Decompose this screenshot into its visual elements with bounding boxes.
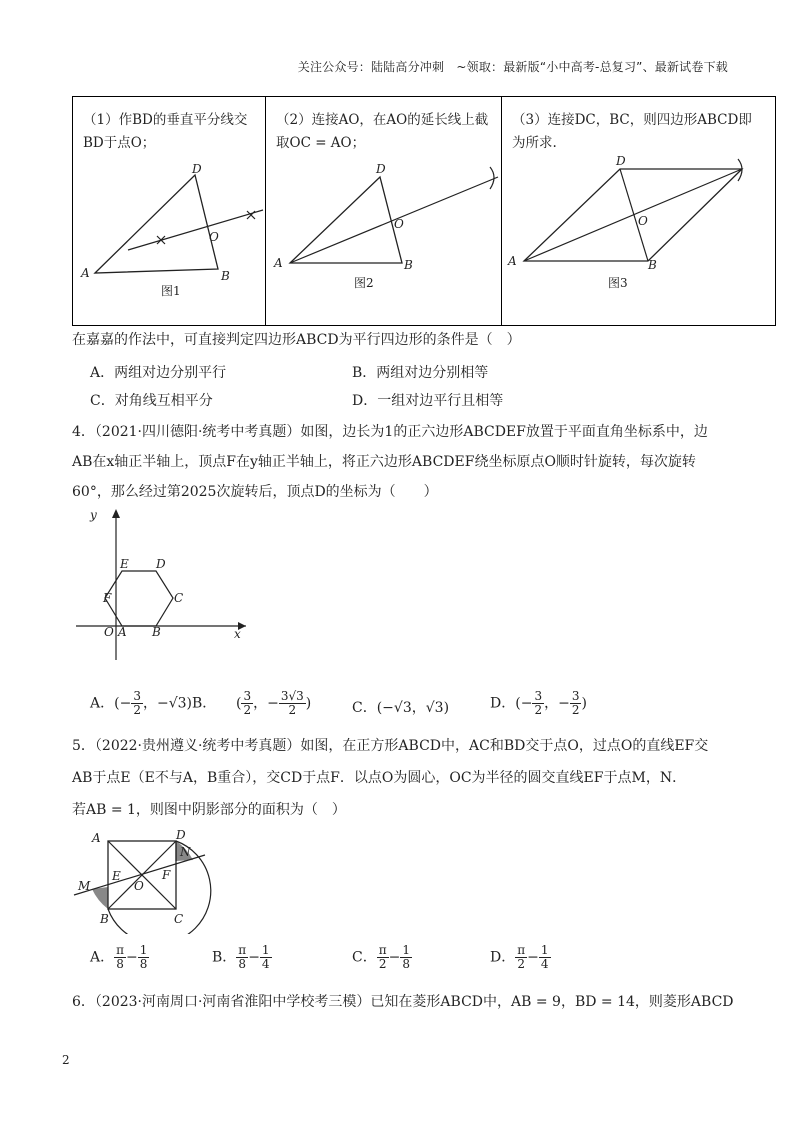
- fig1-caption: 图1: [161, 284, 181, 298]
- q5-square-figure: [70, 824, 220, 934]
- construction-table: [72, 96, 776, 326]
- q5-line-3: 若AB = 1，则图中阴影部分的面积为（ ）: [72, 802, 346, 818]
- q4-label-a: A: [118, 625, 127, 639]
- q6-line-1: 6．（2023·河南周口·河南省淮阳中学校考三模）已知在菱形ABCD中，AB = 9，BD = 14，则菱形ABCD: [72, 994, 734, 1010]
- page-header: 关注公众号：陆陆高分冲刺 ~领取：最新版“小中高考-总复习”、最新试卷下载: [297, 60, 728, 74]
- fig1-label-o: O: [209, 230, 219, 244]
- q3-option-d[interactable]: D．一组对边平行且相等: [352, 393, 504, 409]
- q4-axis-x-label: x: [234, 627, 241, 641]
- step-1-text: （1）作BD的垂直平分线交BD于点O；: [83, 112, 248, 151]
- fig1-label-a: A: [81, 266, 90, 280]
- q5-label-b: B: [100, 912, 109, 926]
- q5-label-f: F: [162, 868, 171, 882]
- q5-label-o: O: [134, 879, 144, 893]
- q3-option-a[interactable]: A．两组对边分别平行: [90, 365, 227, 381]
- q4-label-d: D: [156, 557, 166, 571]
- q5-label-m: M: [78, 879, 91, 893]
- q4-line-2: AB在x轴正半轴上，顶点F在y轴正半轴上，将正六边形ABCDEF绕坐标原点O顺时针旋转，每次旋转: [72, 454, 696, 470]
- figure-3: [502, 97, 775, 325]
- q5-label-a: A: [92, 831, 101, 845]
- q4-label-e: E: [120, 557, 129, 571]
- q4-label-o: O: [104, 625, 114, 639]
- q4-line-3: 60°，那么经过第2025次旋转后，顶点D的坐标为（ ）: [72, 484, 438, 500]
- q4-option-c[interactable]: C．(−√3，√3): [352, 700, 450, 716]
- q5-option-b[interactable]: B． $\frac{\pi}{8}$ − $\frac{1}{4}$: [212, 943, 270, 971]
- fig2-label-o: O: [394, 217, 404, 231]
- q5-line-2: AB于点E（E不与A，B重合），交CD于点F．以点O为圆心，OC为半径的圆交直线EF于点M，N．: [72, 770, 687, 786]
- q4-line-1: 4．（2021·四川德阳·统考中考真题）如图，边长为1的正六边形ABCDEF放置于平面直角坐标系中，边: [72, 424, 708, 440]
- step-2-text: （2）连接AO，在AO的延长线上截取OC = AO；: [276, 112, 489, 151]
- q4-label-b: B: [152, 625, 161, 639]
- table-cell-step-1: [73, 97, 266, 325]
- q4-option-d[interactable]: D．(− $\frac{3}{2}$ ，− $\frac{3}{2}$ ): [490, 689, 587, 717]
- fig3-label-b: B: [648, 258, 657, 272]
- fig3-label-o: O: [638, 214, 648, 228]
- figure-2: [266, 97, 502, 325]
- q3-option-b[interactable]: B．两组对边分别相等: [352, 365, 489, 381]
- q5-label-c: C: [174, 912, 184, 926]
- fig3-label-a: A: [508, 254, 517, 268]
- q4-label-c: C: [174, 591, 184, 605]
- table-cell-step-3: [502, 97, 777, 325]
- q5-option-c[interactable]: C． $\frac{\pi}{2}$ − $\frac{1}{8}$: [352, 943, 410, 971]
- q5-label-e: E: [112, 869, 121, 883]
- q5-line-1: 5．（2022·贵州遵义·统考中考真题）如图，在正方形ABCD中，AC和BD交于点O，过点O的直线EF交: [72, 738, 709, 754]
- fig2-label-b: B: [404, 258, 413, 272]
- step-3-text: （3）连接DC，BC，则四边形ABCD即为所求.: [512, 112, 752, 151]
- q5-option-d[interactable]: D． $\frac{\pi}{2}$ − $\frac{1}{4}$: [490, 943, 549, 971]
- q4-option-a[interactable]: A．(− $\frac{3}{2}$ ，−√3)B．: [90, 689, 217, 717]
- q4-hexagon-figure: [70, 505, 260, 670]
- fig1-label-b: B: [221, 269, 230, 283]
- q5-label-n: N: [180, 845, 191, 859]
- q4-axis-y-label: y: [90, 508, 97, 522]
- fig2-caption: 图2: [354, 276, 374, 290]
- q4-label-f: F: [103, 591, 112, 605]
- q4-option-b[interactable]: ( $\frac{3}{2}$ ，− $\frac{3√3}{2}$ ): [236, 689, 312, 717]
- fig2-label-d: D: [376, 162, 386, 176]
- q3-option-c[interactable]: C．对角线互相平分: [90, 393, 213, 409]
- figure-1: [73, 97, 265, 325]
- q3-stem: 在嘉嘉的作法中，可直接判定四边形ABCD为平行四边形的条件是（ ）: [72, 332, 521, 348]
- table-cell-step-2: [266, 97, 502, 325]
- fig1-label-d: D: [192, 162, 202, 176]
- fig2-label-a: A: [274, 256, 283, 270]
- fig3-caption: 图3: [608, 276, 628, 290]
- q5-option-a[interactable]: A． $\frac{\pi}{8}$ − $\frac{1}{8}$: [90, 943, 148, 971]
- q5-label-d: D: [176, 828, 186, 842]
- page-number: 2: [62, 1053, 70, 1067]
- fig3-label-d: D: [616, 154, 626, 168]
